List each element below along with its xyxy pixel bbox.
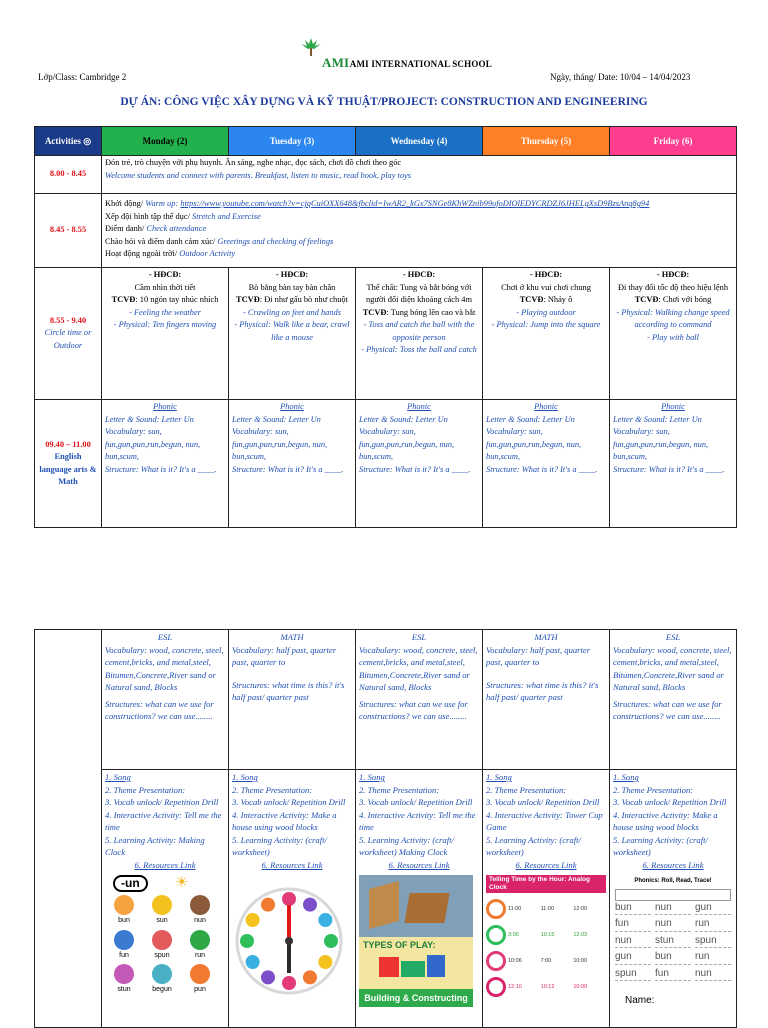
phonics-word: spun [615, 968, 651, 982]
col-friday: Friday (6) [610, 127, 737, 156]
page-title: DỰ ÁN: CÔNG VIỆC XÂY DỰNG VÀ KỸ THUẬT/PROJECT: CONSTRUCTION AND ENGINEERING [120, 96, 648, 108]
song-link[interactable]: 1. Song [486, 772, 512, 782]
word-picture: begun [143, 964, 181, 997]
phonics-word: run [695, 918, 731, 932]
time-option: 12:00 [573, 905, 588, 912]
clock-number-dot [282, 976, 296, 990]
time-cell: 09.40 – 11.00 English language arts & Math [35, 400, 102, 528]
telling-time-worksheet-image: Telling Time by the Hour: Analog Clock 11:00 11:00 12:00 3:00 10:15 12:03 10:06 7:00 10:00 12:10 10:12 10:00 [486, 875, 606, 1007]
clock-number-dot [318, 913, 332, 927]
resources-link[interactable]: 6. Resources Link [515, 859, 577, 870]
vocab-friday: ESL Vocabulary: wood, concrete, steel, cement,bricks, and metal,steel, Bitumen,Concrete,River sand or Natural sand, Blocks Structures: what can we use for constructions? we can use........ [610, 630, 737, 770]
word-picture: stun [105, 964, 143, 997]
school-name: AMI AMI INTERNATIONAL SCHOOL [322, 55, 492, 70]
resources-link[interactable]: 6. Resources Link [134, 859, 196, 870]
alarm-clock-icon [486, 925, 506, 945]
phonics-word: bun [655, 951, 691, 965]
header-row [35, 127, 737, 156]
wood-blocks-image: TYPES OF PLAY: Building & Constructing [359, 875, 479, 1007]
resources-link[interactable]: 6. Resources Link [642, 859, 704, 870]
alarm-clock-icon [486, 899, 506, 919]
schedule-table [34, 126, 737, 528]
clock-icon [232, 875, 346, 1007]
circle-monday: - HĐCĐ: Cầm nhìn thời tiết TCVĐ: 10 ngón tay nhúc nhích - Feeling the weather - Physical: Ten fingers moving [102, 268, 229, 400]
circle-wednesday: - HĐCĐ: Thể chất: Tung và bắt bóng với người đối diện khoảng cách 4m TCVĐ: Tung bóng lên cao và bắt - Toss and catch the ball with the opposite person - Physical: Toss the ball and catch [356, 268, 483, 400]
word-picture: run [181, 930, 219, 963]
clock-number-dot [318, 955, 332, 969]
english-monday: Phonic Letter & Sound: Letter Un Vocabulary: sun, fun,gun,pun,run,begun, nun, bun,scum, Structure: What is it? It's a ____. [102, 400, 229, 528]
time-cell: 8.55 - 9.40 Circle time or Outdoor [35, 268, 102, 400]
paper-clock-image [232, 875, 352, 1007]
col-activities: Activities ◎ [35, 127, 102, 156]
phonics-worksheet-image: Phonics: Roll, Read, Trace! bun nun gun fun nun run nun stun spun gun bun run spun fun nun Name: [613, 875, 733, 1007]
phonics-word: fun [615, 918, 651, 932]
vocab-thursday: MATH Vocabulary: half past, quarter past, quarter to Structures: what time is this? it's half past/ quarter past [483, 630, 610, 770]
time-option: 12:03 [573, 931, 588, 938]
word-picture: pun [181, 964, 219, 997]
time-option: 7:00 [540, 957, 552, 964]
time-option: 3:00 [508, 931, 519, 938]
phonics-word: gun [695, 902, 731, 916]
circle-friday: - HĐCĐ: Đi thay đổi tốc độ theo hiệu lệnh TCVĐ: Chơi với bóng - Physical: Walking change speed according to command - Play with ball [610, 268, 737, 400]
time-option: 10:06 [508, 957, 522, 964]
col-tuesday: Tuesday (3) [229, 127, 356, 156]
clock-number-dot [303, 970, 317, 984]
phonics-word: spun [695, 935, 731, 949]
word-picture: spun [143, 930, 181, 963]
blank-cell [35, 630, 102, 1028]
class-info: Lớp/Class: Cambridge 2 [38, 72, 127, 82]
clock-number-dot [282, 892, 296, 906]
word-picture: nun [181, 895, 219, 928]
english-thursday: Phonic Letter & Sound: Letter Un Vocabulary: sun, fun,gun,pun,run,begun, nun, bun,scum, Structure: What is it? It's a ____. [483, 400, 610, 528]
clock-number-dot [261, 970, 275, 984]
phonics-word: bun [615, 902, 651, 916]
time-option: 11:00 [540, 905, 555, 912]
vocab-wednesday: ESL Vocabulary: wood, concrete, steel, cement,bricks, and metal,steel, Bitumen,Concrete,River sand or Natural sand, Blocks Structures: what can we use for constructions? we can use........ [356, 630, 483, 770]
time-cell: 8.00 - 8.45 [35, 156, 102, 194]
phonics-word: run [695, 951, 731, 965]
vocab-tuesday: MATH Vocabulary: half past, quarter past, quarter to Structures: what time is this? it's half past/ quarter past [229, 630, 356, 770]
clock-number-dot [324, 934, 338, 948]
word-picture: fun [105, 930, 143, 963]
english-wednesday: Phonic Letter & Sound: Letter Un Vocabulary: sun, fun,gun,pun,run,begun, nun, bun,scum, Structure: What is it? It's a ____. [356, 400, 483, 528]
english-tuesday: Phonic Letter & Sound: Letter Un Vocabulary: sun, fun,gun,pun,run,begun, nun, bun,scum, Structure: What is it? It's a ____. [229, 400, 356, 528]
activities-friday: 1. Song 2. Theme Presentation: 3. Vocab unlock/ Repetition Drill 4. Interactive Activity: Make a house using wood blocks 5. Learning Activity: (craft/ worksheet) 6. Resources Link Phonics: Roll, Read, Trace! bun nun gun fun nun run nun stun spun gun bun run spun fun nun Name: [610, 770, 737, 1028]
row-circle-time [35, 268, 737, 400]
time-option: 11:00 [508, 905, 522, 912]
phonics-word: nun [655, 918, 691, 932]
time-option: 12:10 [508, 983, 522, 990]
time-cell: 8.45 - 8.55 [35, 194, 102, 268]
col-thursday: Thursday (5) [483, 127, 610, 156]
activities-monday: 1. Song 2. Theme Presentation: 3. Vocab unlock/ Repetition Drill 4. Interactive Activity: Tell me the time 5. Learning Activity: Making Clock 6. Resources Link -un ☀ bun sun nun fun spun run stun begun pun [102, 770, 229, 1028]
row-vocabulary [35, 630, 737, 770]
col-monday: Monday (2) [102, 127, 229, 156]
time-option: 10:00 [573, 957, 588, 964]
word-picture: sun [143, 895, 181, 928]
phonics-word: nun [615, 935, 651, 949]
welcome-cell: Đón trẻ, trò chuyện với phụ huynh. Ăn sáng, nghe nhạc, đọc sách, chơi đồ chơi theo góc Welcome students and connect with parents. Breakfast, listen to music, read book, play toys [102, 156, 737, 194]
row-activities [35, 770, 737, 1028]
clock-number-dot [246, 913, 260, 927]
song-link[interactable]: 1. Song [232, 772, 258, 782]
song-link[interactable]: 1. Song [613, 772, 639, 782]
clock-number-dot [240, 934, 254, 948]
col-wednesday: Wednesday (4) [356, 127, 483, 156]
vocab-monday: ESL Vocabulary: wood, concrete, steel, cement,bricks, and metal,steel, Bitumen,Concrete,River sand or Natural sand, Blocks Structures: what can we use for constructions? we can use........ [102, 630, 229, 770]
row-welcome [35, 156, 737, 194]
activities-tuesday: 1. Song 2. Theme Presentation: 3. Vocab unlock/ Repetition Drill 4. Interactive Activity: Make a house using wood blocks 5. Learning Activity: (craft/ worksheet) 6. Resources Link [229, 770, 356, 1028]
un-word-family-image: -un ☀ bun sun nun fun spun run stun begun pun [105, 875, 225, 1007]
song-link[interactable]: 1. Song [359, 772, 385, 782]
alarm-clock-icon [486, 977, 506, 997]
resources-link[interactable]: 6. Resources Link [388, 859, 450, 870]
clock-number-dot [303, 898, 317, 912]
circle-thursday: - HĐCĐ: Chơi ở khu vui chơi chung TCVĐ: Nhảy ô - Playing outdoor - Physical: Jump into the square [483, 268, 610, 400]
phonics-word: nun [655, 902, 691, 916]
time-option: 10:12 [540, 983, 555, 990]
date-info: Ngày, tháng/ Date: 10/04 – 14/04/2023 [550, 72, 691, 82]
warmup-cell: Khởi động/ Warm up: https://www.youtube.com/watch?v=cjqCuiOXX648&fbclid=IwAR2_kGx7SNGe8KhWZnib99ufoDIOlEDYCRDZJ6JHELgXsD9BzsAnq8g94 Xếp đội hình tập thể dục/ Stretch and Exercise Điểm danh/ Check attendance Chào hỏi và điểm danh cảm xúc/ Greetings and checking of feelings Hoạt động ngoài trời/ Outdoor Activity [102, 194, 737, 268]
song-link[interactable]: 1. Song [105, 772, 131, 782]
activities-wednesday: 1. Song 2. Theme Presentation: 3. Vocab unlock/ Repetition Drill 4. Interactive Activity: Tell me the time 5. Learning Activity: (craft/ worksheet) Making Clock 6. Resources Link TYPES OF PLAY: Building & Constructing [356, 770, 483, 1028]
english-friday: Phonic Letter & Sound: Letter Un Vocabulary: sun, fun,gun,pun,run,begun, nun, bun,scum, Structure: What is it? It's a ____. [610, 400, 737, 528]
row-english [35, 400, 737, 528]
circle-tuesday: - HĐCĐ: Bò bằng bàn tay bàn chân TCVĐ: Đi như gấu bò như chuột - Crawling on feet and hands - Physical: Walk like a bear, crawl like a mouse [229, 268, 356, 400]
clock-number-dot [261, 898, 275, 912]
phonics-word: fun [655, 968, 691, 982]
phonics-word: gun [615, 951, 651, 965]
time-option: 10:15 [540, 931, 555, 938]
time-option: 10:00 [573, 983, 588, 990]
lesson-table [34, 629, 737, 1028]
warmup-video-link[interactable]: https://www.youtube.com/watch?v=cjqCuiOXX648&fbclid=IwAR2_kGx7SNGe8KhWZnib99ufoDIOlEDYCRDZJ6JHELgXsD9BzsAnq8g94 [180, 199, 650, 208]
phonics-word: stun [655, 935, 691, 949]
word-picture: bun [105, 895, 143, 928]
alarm-clock-icon [486, 951, 506, 971]
phonics-word: nun [695, 968, 731, 982]
resources-link[interactable]: 6. Resources Link [261, 859, 323, 870]
activities-thursday: 1. Song 2. Theme Presentation: 3. Vocab unlock/ Repetition Drill 4. Interactive Activity: Tower Cup Game 5. Learning Activity: (craft/ worksheet) 6. Resources Link Telling Time by the Hour: Analog Clock 11:00 11:00 12:00 3:00 10:15 12:03 10:06 7:00 10:00 12:10 10:12 10:00 [483, 770, 610, 1028]
row-warmup [35, 194, 737, 268]
clock-number-dot [246, 955, 260, 969]
